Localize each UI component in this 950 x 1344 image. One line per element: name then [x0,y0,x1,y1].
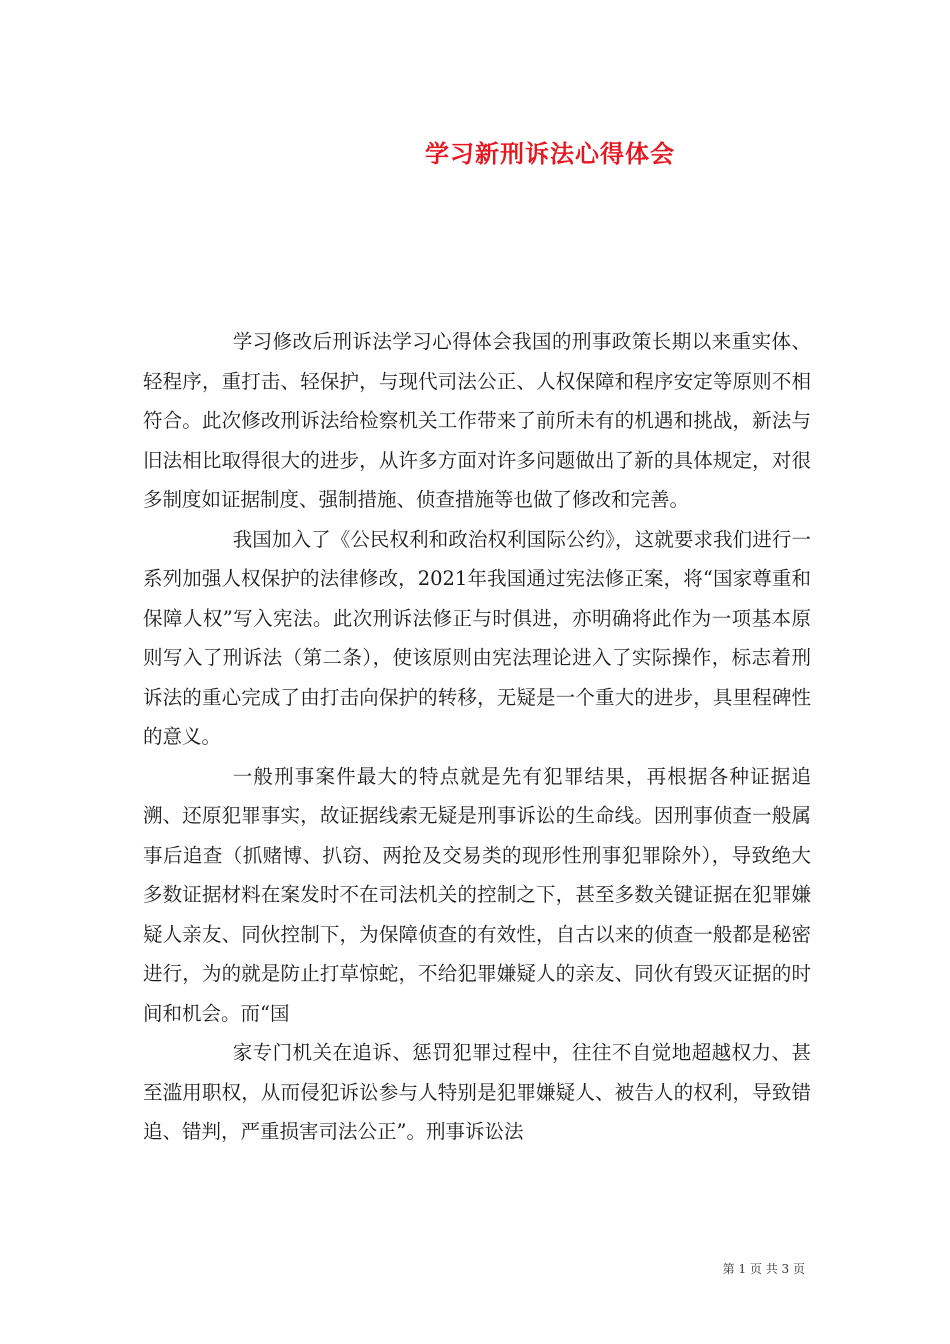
page-title: 学习新刑诉法心得体会 [425,140,675,168]
page-number-footer: 第 1 页 共 3 页 [722,1262,805,1276]
document-body [143,322,811,1152]
paragraph: 学习修改后刑诉法学习心得体会我国的刑事政策长期以来重实体、轻程序，重打击、轻保护，与现代司法公正、人权保障和程序安定等原则不相符合。此次修改刑诉法给检察机关工作带来了前所未有的机遇和挑战，新法与旧法相比取得很大的进步，从许多方面对许多问题做出了新的具体规定，对很多制度如证据制度、强制措施、侦查措施等也做了修改和完善。 [143,330,811,511]
paragraph: 一般刑事案件最大的特点就是先有犯罪结果，再根据各种证据追溯、还原犯罪事实，故证据线索无疑是刑事诉讼的生命线。因刑事侦查一般属事后追查（抓赌博、扒窃、两抢及交易类的现形性刑事犯罪除外），导致绝大多数证据材料在案发时不在司法机关的控制之下，甚至多数关键证据在犯罪嫌疑人亲友、同伙控制下，为保障侦查的有效性，自古以来的侦查一般都是秘密进行，为的就是防止打草惊蛇，不给犯罪嫌疑人的亲友、同伙有毁灭证据的时间和机会。而“国 [143,764,811,1025]
paragraph: 家专门机关在追诉、惩罚犯罪过程中，往往不自觉地超越权力、甚至滥用职权，从而侵犯诉讼参与人特别是犯罪嫌疑人、被告人的权利，导致错追、错判，严重损害司法公正”。刑事诉讼法 [143,1041,811,1143]
paragraph: 我国加入了《公民权利和政治权利国际公约》，这就要求我们进行一系列加强人权保护的法律修改，2021年我国通过宪法修正案，将“国家尊重和保障人权”写入宪法。此次刑诉法修正与时俱进，亦明确将此作为一项基本原则写入了刑诉法（第二条），使该原则由宪法理论进入了实际操作，标志着刑诉法的重心完成了由打击向保护的转移，无疑是一个重大的进步，具里程碑性的意义。 [143,527,811,748]
